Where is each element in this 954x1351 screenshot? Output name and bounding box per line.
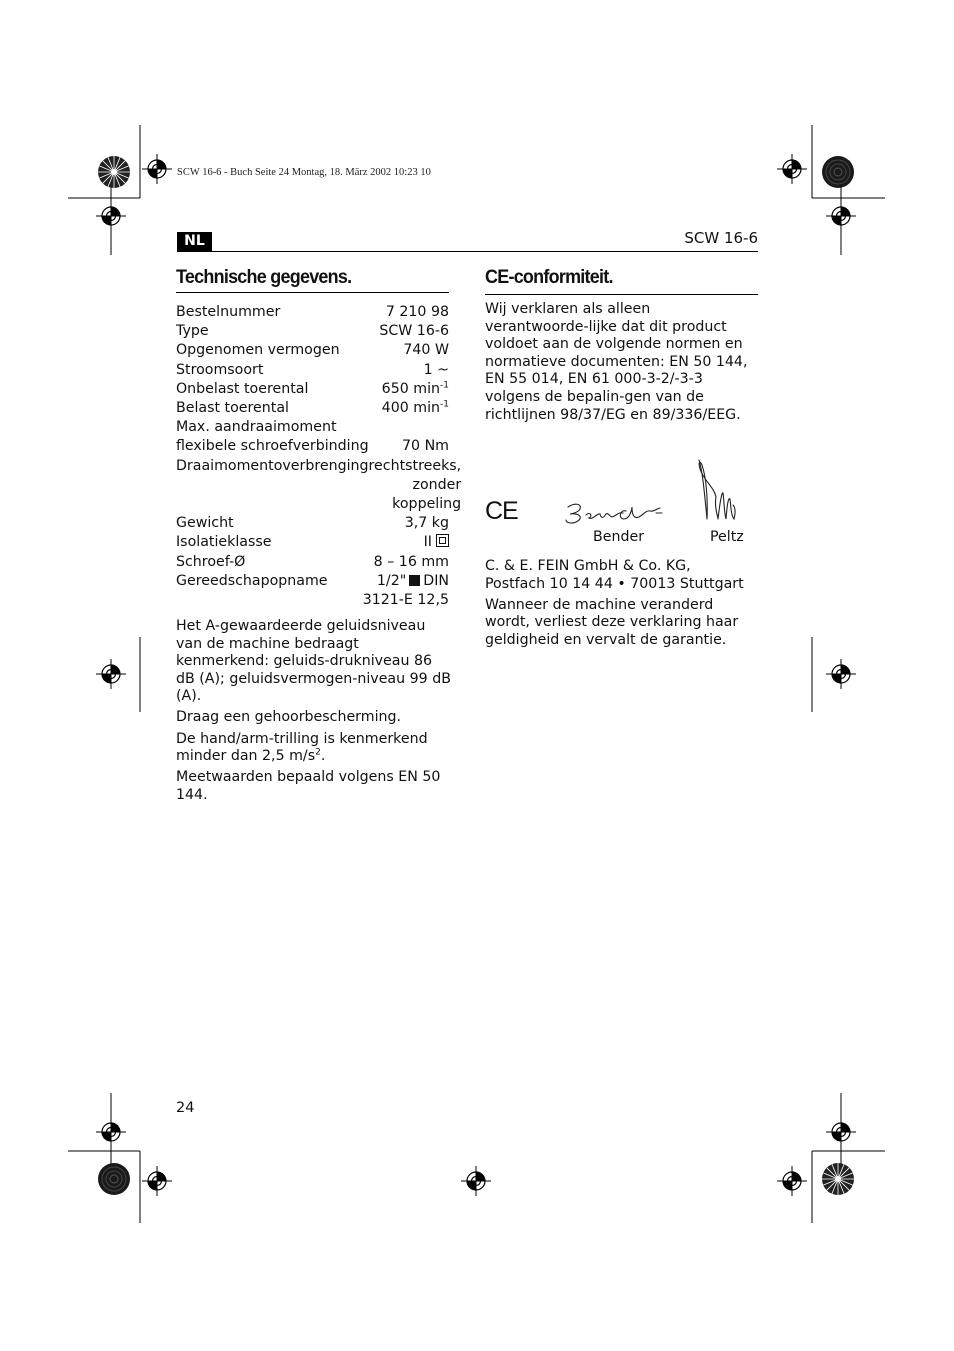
spec-label: Stroomsoort [176,361,264,378]
signatory-peltz: Peltz [710,529,744,545]
signature-peltz [694,457,742,525]
spec-label: Type [176,323,209,340]
spec-value: 7 210 98 [385,304,449,320]
spec-value: 400 $\min^{-1}$ [381,399,449,417]
spec-row [176,399,449,418]
spec-value: 3,7 kg [404,515,449,532]
spec-row [176,303,449,322]
spec-label: Draaimomentoverbrenging [176,457,369,474]
signature-bender [560,497,670,529]
spec-row [176,457,462,515]
spec-row [176,418,449,437]
spec-row [176,380,449,399]
noise-paragraph: Het A-gewaardeerde geluidsniveau van de machine bedraagt kenmerkend: geluids-drukniveau 86 dB (A); geluidsvermogen-niveau 99 dB (A). [176,618,451,705]
company-name: C. & E. FEIN GmbH & Co. KG, [485,558,691,574]
warranty-note: Wanneer de machine veranderd wordt, verliest deze verklaring haar geldigheid en vervalt de garantie. [485,596,739,648]
measurement-paragraph: Meetwaarden bepaald volgens EN 50 144. [176,769,441,803]
spec-table [176,303,462,610]
model-header: SCW 16-6 [684,229,758,247]
spec-value: 70 Nm [402,438,449,455]
ce-mark: CE [485,497,518,525]
spec-value: II [424,533,449,552]
double-insulation-icon [436,534,449,547]
vibration-paragraph: De hand/arm-trilling is kenmerkend minder dan 2,5 $m/s^2$. [176,730,428,765]
header-rule [177,251,758,252]
company-address: Postfach 10 14 44 • 70013 Stuttgart [485,575,744,592]
heading-rule-left [176,292,449,293]
company-block [485,558,760,649]
spec-row [176,553,449,572]
spec-label: Belast toerental [176,400,289,417]
spec-row [176,514,449,533]
spec-value: 650 $\min^{-1}$ [381,380,449,397]
spec-row [176,437,449,456]
spec-label: Gewicht [176,515,234,532]
spec-label: Max. aandraaimoment [176,419,337,436]
spec-value: rechtstreeks, zonder koppeling [368,457,462,513]
noise-vibration-notes [176,618,452,808]
spec-row [176,322,449,341]
spec-row [176,341,449,360]
heading-technical-data: Technische gegevens. [176,266,352,288]
spec-label: Opgenomen vermogen [176,342,340,359]
spec-label: Schroef-Ø [176,553,246,570]
spec-label: Onbelast toerental [176,380,309,397]
print-slug: SCW 16-6 - Buch Seite 24 Montag, 18. März 2002 10:23 10 [177,167,431,178]
heading-ce-conformity: CE-conformiteit. [485,266,613,288]
spec-value: 1 ~ [423,361,449,378]
spec-value: 740 W [403,342,449,359]
ce-declaration: Wij verklaren als alleen verantwoorde-lijke dat dit product voldoet aan de volgende normen en normatieve documenten: EN 50 144, EN 55 014, EN 61 000-3-2/-3-3 volgens de bepalin-gen van de richtlijnen 98/37/EG en 89/336/EEG. [485,301,748,423]
spec-value: SCW 16-6 [379,323,449,340]
spec-label: Bestelnummer [176,304,281,320]
spec-value: 8 – 16 mm [373,553,449,570]
spec-label: Isolatieklasse [176,534,272,551]
spec-row [176,361,449,380]
spec-row [176,572,449,610]
spec-label: Gereedschapopname [176,572,328,589]
square-drive-icon [409,575,420,586]
page-number: 24 [176,1100,195,1116]
heading-rule-right [485,294,758,295]
spec-value: 1/2" DIN 3121-E 12,5 [362,572,449,609]
spec-label: flexibele schroefverbinding [176,438,369,455]
language-badge: NL [177,232,212,251]
signatory-bender: Bender [593,529,645,545]
spec-row [176,533,449,552]
hearing-protection-paragraph: Draag een gehoorbescherming. [176,709,402,726]
